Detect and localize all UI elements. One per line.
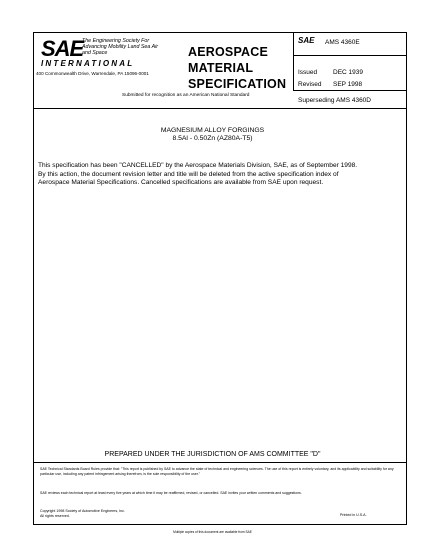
sae-address: 400 Commonwealth Drive, Warrendale, PA 15096-0001	[36, 71, 149, 76]
issued-label: Issued	[298, 69, 318, 76]
document-type-title	[188, 44, 288, 92]
disclaimer-text: SAE Technical Standards Board Rules provide that: "This report is published by SAE to advance the state of technical and engineering sciences. The use of this report is entirely voluntary, and its applicability and suitability for any particular use, including any patent infringement arising therefrom, is the sole responsibility of the user."	[40, 467, 394, 476]
sae-logo: SAE	[41, 36, 84, 61]
corner-sae-logo: SAE	[298, 36, 315, 45]
issued-date: DEC 1939	[333, 69, 363, 76]
availability-note: Multiple copies of this document are available from SAE	[173, 530, 252, 534]
material-composition: 8.5Al - 0.50Zn (AZ80A-T5)	[172, 135, 253, 142]
prepared-by: PREPARED UNDER THE JURISDICTION OF AMS COMMITTEE "D"	[104, 451, 321, 458]
superseding-note: Superseding AMS 4360D	[298, 97, 371, 104]
header-divider	[33, 108, 407, 109]
ams-number: AMS 4360E	[325, 39, 360, 46]
review-text: SAE reviews each technical report at least every five years at which time it may be reaffirmed, revised, or cancelled. SAE invites your written comments and suggestions.	[40, 491, 302, 495]
revised-date: SEP 1998	[333, 81, 363, 88]
header-divider-vertical	[293, 32, 294, 90]
cancellation-paragraph: This specification has been "CANCELLED" by the Aerospace Materials Division, SAE, as of September 1998. By this action, the document revision letter and title will be deleted from the active specification index of Aerospace Material Specifications. Cancelled specifications are available from SAE upon request.	[38, 162, 358, 187]
footer-divider	[33, 462, 407, 463]
printed-in: Printed in U.S.A.	[340, 513, 367, 517]
material-title: MAGNESIUM ALLOY FORGINGS	[160, 127, 265, 134]
revised-label: Revised	[298, 81, 322, 88]
ansi-note: Submitted for recognition as an American National Standard	[122, 93, 250, 98]
doc-type-text: AEROSPACE MATERIAL SPECIFICATION	[188, 45, 287, 91]
header-divider-top	[293, 55, 407, 56]
header-divider-bottom	[293, 90, 407, 91]
sae-tagline: The Engineering Society For Advancing Mobility Land Sea Air and Space	[82, 38, 159, 56]
rights-text: All rights reserved.	[40, 513, 70, 518]
sae-international: INTERNATIONAL	[41, 59, 135, 68]
copyright-block	[40, 509, 125, 518]
copyright-text: Copyright 1998 Society of Automotive Engineers, Inc.	[40, 509, 125, 513]
